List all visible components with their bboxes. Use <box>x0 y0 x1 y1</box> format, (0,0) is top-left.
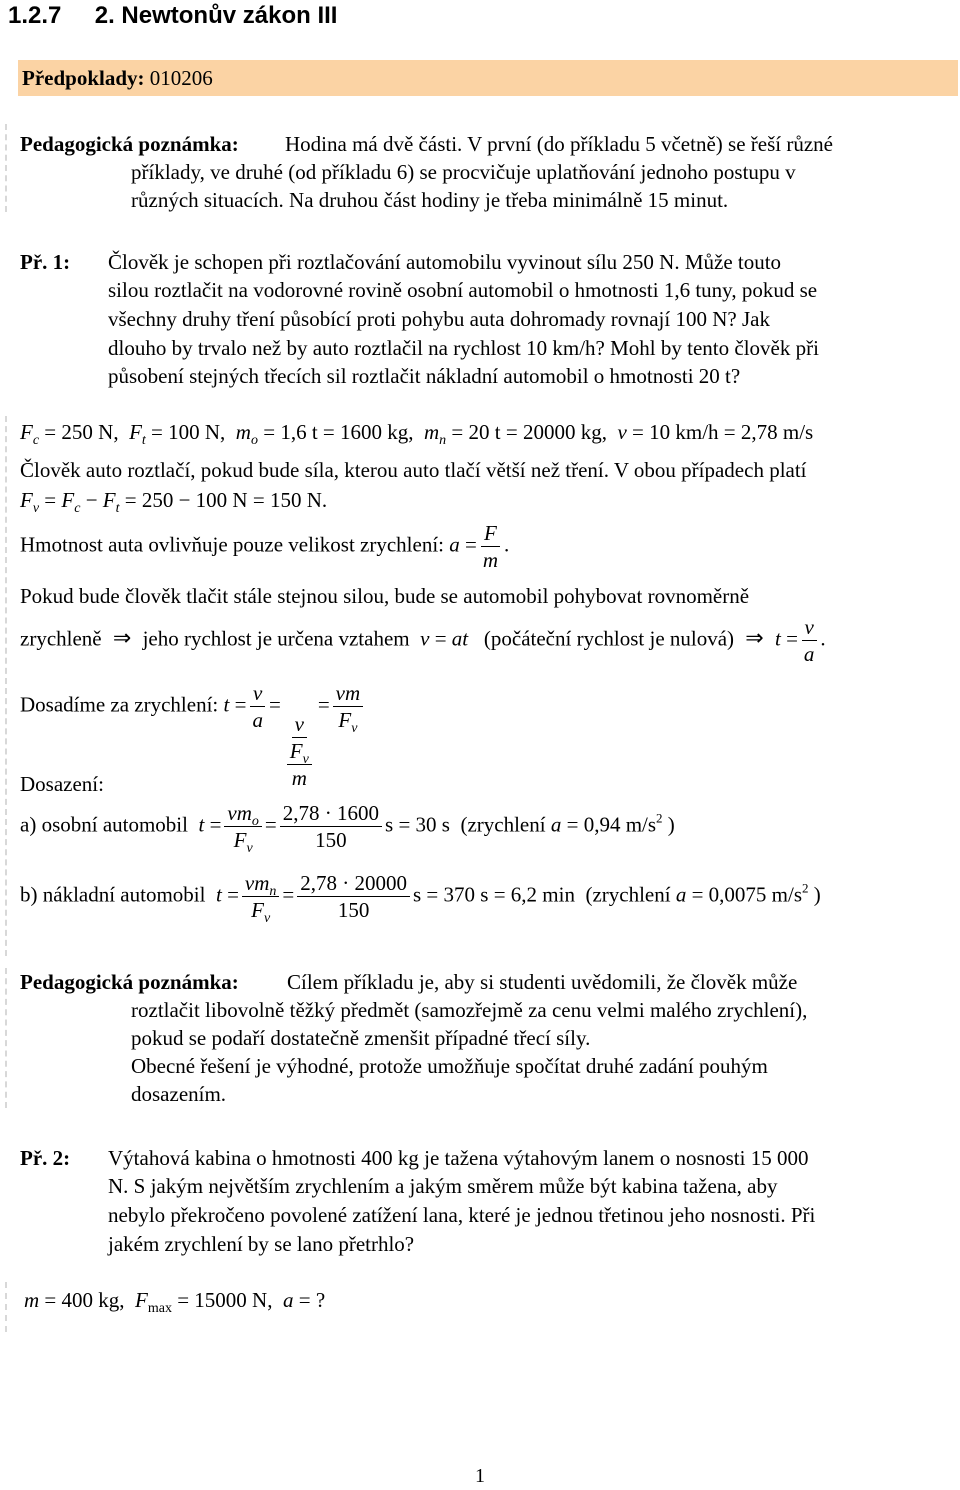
given2-fmax: 15000 N <box>194 1288 268 1312</box>
note2-line3: pokud se podaří dostatečně zmenšit případné třecí síly. <box>131 1026 591 1050</box>
sol1-text4c: (počáteční rychlost je nulová) <box>483 626 735 651</box>
ex1-line4: dlouho by trvalo než by auto roztlačil na rychlost 10 km/h? Mohl by tento člověk při <box>108 336 819 360</box>
implies-arrow-icon-2: ⇒ <box>745 626 764 652</box>
heading-title: 2. Newtonův zákon III <box>94 2 338 29</box>
ex1-line1: Člověk je schopen při roztlačování automobilu vyvinout sílu 250 N. Může touto <box>108 250 782 274</box>
note-sidebar-2 <box>5 968 7 1108</box>
result-a-accel: 0,94 m/s <box>583 812 657 837</box>
given-mo: 1,6 t = 1600 kg <box>280 420 409 444</box>
note2-line4: Obecné řešení je výhodné, protože umožňuje spočítat druhé zadání pouhým <box>131 1054 768 1078</box>
note1-label: Pedagogická poznámka: <box>20 132 239 156</box>
given2-m: 400 kg <box>61 1288 120 1312</box>
result-a-value: s = 30 s <box>385 812 450 837</box>
given-v: 10 km/h = 2,78 m/s <box>649 420 814 444</box>
result-b-accel: 0,0075 m/s <box>708 882 803 907</box>
sol1-text2: Hmotnost auta ovlivňuje pouze velikost zrychlení: <box>20 532 444 557</box>
prerequisites <box>22 64 213 92</box>
sol1-text1: Člověk auto roztlačí, pokud bude síla, kterou auto tlačí větší než tření. V obou případech platí <box>20 458 807 482</box>
sol1-accel-line: Hmotnost auta ovlivňuje pouze velikost zrychlení: a = $\frac{F}{m}$ . <box>20 521 510 572</box>
sol1-velocity-line: zrychleně ⇒ jeho rychlost je určena vztahem v = at (počáteční rychlost je nulová) ⇒ t = $\frac{v}{a}$ . <box>20 615 826 666</box>
sol1-result-b: b) nákladní automobil t = $\frac{vm_n}{F_v}$ = $\frac{2,78 \cdot 20000}{150}$ s = 370 s = 6,2 min (zrychlení a = 0,0075 $m/s^2$ ) <box>20 871 821 926</box>
sol1-substitution-line: Dosadíme za zrychlení: t = $\frac{v}{a}$ = $\frac{v}{\frac{F_v}{m}}$ = $\frac{vm}{F_v}$ <box>20 680 366 791</box>
prerequisites-value: 010206 <box>149 66 213 90</box>
ex2-given: m = 400 kg, $F_{max} = 15000$ N, a = ? <box>24 1288 326 1316</box>
fv-value: 250 − 100 N = 150 N <box>141 488 322 512</box>
note1-line3: různých situacích. Na druhou část hodiny je třeba minimálně 15 minut. <box>131 188 729 212</box>
ex1-given: $F_c = 250$ N, $F_t = 100$ N, $m_o = 1,6$ t = 1600 kg, $m_n = 20$ t = 20000 kg, v = 10 km/h = 2,78 m/s <box>20 420 814 448</box>
sol1-text4a: zrychleně <box>20 626 102 651</box>
result-a-label: a) osobní automobil <box>20 812 188 837</box>
result-a-accel-label: (zrychlení <box>460 812 546 837</box>
result-a-den: 150 <box>315 828 347 852</box>
implies-arrow-icon: ⇒ <box>112 626 132 652</box>
prerequisites-label: Předpoklady: <box>22 66 145 90</box>
ex1-line2: silou roztlačit na vodorovné rovině osobní automobil o hmotnosti 1,6 tuny, pokud se <box>108 278 818 302</box>
note2-line5: dosazením. <box>131 1082 227 1106</box>
result-b-accel-label: (zrychlení <box>585 882 671 907</box>
sol1-result-a: a) osobní automobil t = $\frac{vm_o}{F_v}$ = $\frac{2,78 \cdot 1600}{150}$ s = 30 s (zrychlení a = 0,94 $m/s^2$ ) <box>20 801 675 856</box>
given-ft: 100 N <box>168 420 221 444</box>
result-b-value: s = 370 s = 6,2 min <box>413 882 575 907</box>
ex1-line5: působení stejných třecích sil roztlačit nákladní automobil o hmotnosti 20 t? <box>108 364 741 388</box>
note2-line2: roztlačit libovolně těžký předmět (samozřejmě za cenu velmi malého zrychlení), <box>131 998 808 1022</box>
result-b-label: b) nákladní automobil <box>20 882 206 907</box>
heading-number: 1.2.7 <box>8 2 62 29</box>
ex1-label: Př. 1: <box>20 250 71 274</box>
ex2-line2: N. S jakým největším zrychlením a jakým směrem může být kabina tažena, aby <box>108 1174 778 1198</box>
ex1-line3: všechny druhy tření působící proti pohybu auta dohromady rovnají 100 N? Jak <box>108 307 770 331</box>
ex2-label: Př. 2: <box>20 1146 71 1170</box>
note1-line1: Hodina má dvě části. V první (do příkladu 5 včetně) se řeší různé <box>285 132 833 156</box>
page-heading <box>8 0 337 32</box>
note2-line1: Cílem příkladu je, aby si studenti uvědomili, že člověk může <box>287 970 798 994</box>
ex2-line4: jakém zrychlení by se lano přetrhlo? <box>108 1232 415 1256</box>
note-sidebar-1 <box>5 124 7 212</box>
solution-sidebar-1 <box>5 416 7 956</box>
result-b-num: 2,78 · 20000 <box>297 870 410 897</box>
given2-a: ? <box>315 1288 326 1312</box>
sol1-text6: Dosazení: <box>20 772 104 796</box>
given-fc: 250 N <box>61 420 114 444</box>
sol1-fv-equation: $F_v = F_c - F_t = 250 - 100$ N = 150 N. <box>20 488 328 516</box>
note1-line2: příklady, ve druhé (od příkladu 6) se procvičuje uplatňování jednoho postupu v <box>131 160 796 184</box>
given-mn: 20 t = 20000 kg <box>468 420 602 444</box>
ex2-line3: nebylo překročeno povolené zatížení lana, které je jednou třetinou jeho nosnosti. Při <box>108 1203 816 1227</box>
sol1-text5: Dosadíme za zrychlení: <box>20 692 219 717</box>
result-b-den: 150 <box>337 898 370 922</box>
solution-sidebar-2 <box>5 1282 7 1332</box>
note2-label: Pedagogická poznámka: <box>20 970 239 994</box>
ex2-line1: Výtahová kabina o hmotnosti 400 kg je tažena výtahovým lanem o nosnosti 15 000 <box>108 1146 809 1170</box>
result-a-num: 2,78 · 1600 <box>280 800 382 827</box>
sol1-text4b: jeho rychlost je určena vztahem <box>142 626 410 651</box>
page-number: 1 <box>475 1465 485 1487</box>
sol1-text3: Pokud bude člověk tlačit stále stejnou silou, bude se automobil pohybovat rovnoměrně <box>20 584 750 608</box>
